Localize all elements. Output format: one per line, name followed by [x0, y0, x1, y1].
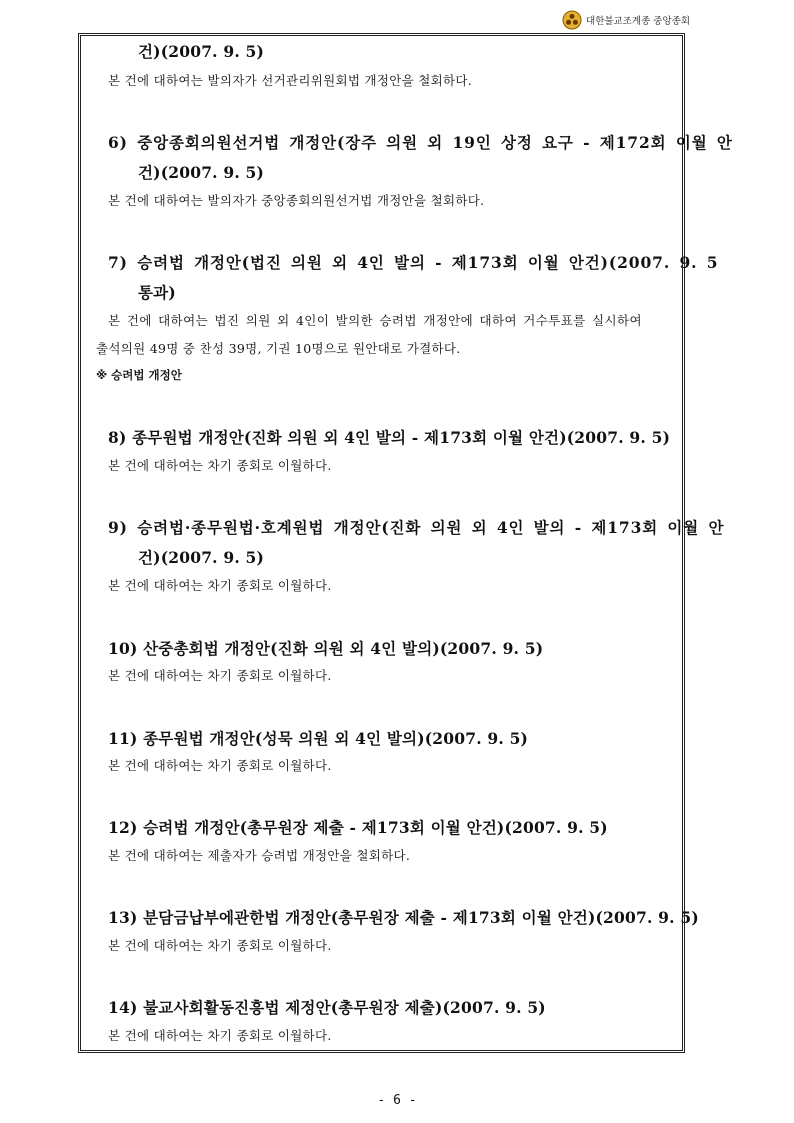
item-body: 본 건에 대하여는 제출자가 승려법 개정안을 철회하다. [108, 848, 411, 863]
page-number: - 6 - [377, 1093, 417, 1108]
attachment-note: ※ 승려법 개정안 [96, 368, 182, 382]
item-heading: 10) 산중총회법 개정안(진화 의원 외 4인 발의)(2007. 9. 5) [108, 639, 544, 658]
item-heading: 9) 승려법·종무원법·호계원법 개정안(진화 의원 외 4인 발의 - 제173회 이월 안 [108, 518, 725, 537]
item-body: 출석의원 49명 중 찬성 39명, 기권 10명으로 원안대로 가결하다. [96, 341, 461, 356]
item-body: 본 건에 대하여는 차기 종회로 이월하다. [108, 668, 332, 683]
item-body: 본 건에 대하여는 차기 종회로 이월하다. [108, 458, 332, 473]
document-frame [78, 33, 685, 1053]
item-body: 본 건에 대하여는 법진 의원 외 4인이 발의한 승려법 개정안에 대하여 거수투표를 실시하여 [108, 313, 642, 328]
item-body: 본 건에 대하여는 발의자가 선거관리위원회법 개정안을 철회하다. [108, 73, 473, 88]
item-heading-cont: 건)(2007. 9. 5) [138, 163, 265, 182]
item-heading: 12) 승려법 개정안(총무원장 제출 - 제173회 이월 안건)(2007. 9. 5) [108, 818, 608, 837]
item-heading: 6) 중앙종회의원선거법 개정안(장주 의원 외 19인 상정 요구 - 제172회 이월 안 [108, 133, 733, 152]
item-heading: 8) 종무원법 개정안(진화 의원 외 4인 발의 - 제173회 이월 안건)(2007. 9. 5) [108, 428, 671, 447]
item-heading-cont: 건)(2007. 9. 5) [138, 42, 265, 61]
item-body: 본 건에 대하여는 차기 종회로 이월하다. [108, 938, 332, 953]
item-heading: 7) 승려법 개정안(법진 의원 외 4인 발의 - 제173회 이월 안건)(2007. 9. 5 [108, 253, 719, 272]
item-heading-cont: 건)(2007. 9. 5) [138, 548, 265, 567]
item-body: 본 건에 대하여는 차기 종회로 이월하다. [108, 758, 332, 773]
item-heading-cont: 통과) [138, 283, 176, 302]
org-name: 대한불교조계종 중앙종회 [586, 16, 690, 27]
item-body: 본 건에 대하여는 차기 종회로 이월하다. [108, 1028, 332, 1043]
org-header [562, 10, 690, 30]
item-body: 본 건에 대하여는 차기 종회로 이월하다. [108, 578, 332, 593]
item-body: 본 건에 대하여는 발의자가 중앙종회의원선거법 개정안을 철회하다. [108, 193, 485, 208]
item-heading: 11) 종무원법 개정안(성묵 의원 외 4인 발의)(2007. 9. 5) [108, 729, 529, 748]
item-heading: 13) 분담금납부에관한법 개정안(총무원장 제출 - 제173회 이월 안건)(2007. 9. 5) [108, 908, 699, 927]
item-heading: 14) 불교사회활동진흥법 제정안(총무원장 제출)(2007. 9. 5) [108, 998, 546, 1017]
three-jewels-emblem-icon [562, 10, 582, 30]
